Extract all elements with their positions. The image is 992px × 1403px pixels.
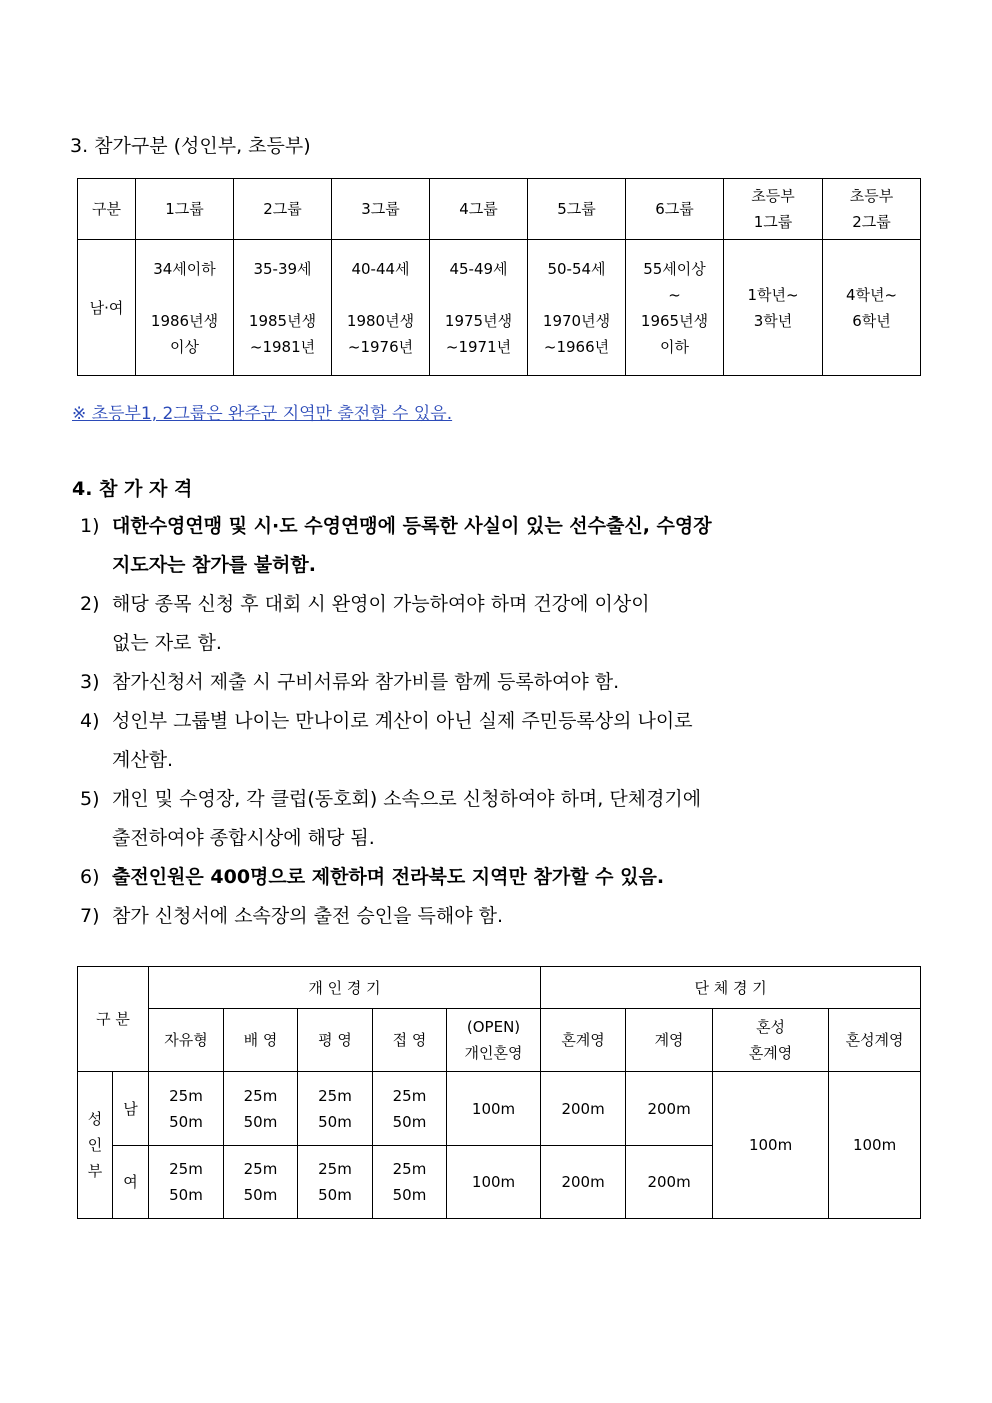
- list-item: [80, 702, 900, 780]
- list-item: [80, 897, 900, 936]
- elementary-note: ※ 초등부1, 2그룹은 완주군 지역만 출전할 수 있음.: [72, 404, 453, 424]
- division-cell: 성 인 부: [78, 1072, 113, 1219]
- distance-cell: 25m 50m: [373, 1072, 447, 1146]
- header-cell: 3그룹: [332, 179, 430, 240]
- item-number: 2): [80, 593, 100, 615]
- distance-cell: 25m 50m: [149, 1072, 224, 1146]
- section3-heading: 3. 참가구분 (성인부, 초등부): [70, 135, 311, 157]
- distance-cell: 25m 50m: [224, 1146, 298, 1219]
- male-row: [78, 1072, 921, 1146]
- item-number: 7): [80, 905, 100, 927]
- group-cell: 34세이하 1986년생 이상: [136, 240, 234, 376]
- team-header: 단 체 경 기: [541, 967, 921, 1009]
- group-cell: 4학년~ 6학년: [823, 240, 921, 376]
- list-item: [80, 780, 900, 858]
- event-col: 접 영: [373, 1009, 447, 1072]
- event-col: 배 영: [224, 1009, 298, 1072]
- group-cell: 45-49세 1975년생 ~1971년: [430, 240, 528, 376]
- item-text: 성인부 그룹별 나이는 만나이로 계산이 아닌 실제 주민등록상의 나이로: [112, 710, 693, 732]
- relay-cell: 200m: [626, 1072, 713, 1146]
- distance-cell: 25m 50m: [224, 1072, 298, 1146]
- mixed-relay-cell: 100m: [829, 1072, 921, 1219]
- open-im-cell: 100m: [447, 1146, 541, 1219]
- item-text-cont: 지도자는 참가를 불허함.: [112, 554, 316, 576]
- distance-cell: 25m 50m: [373, 1146, 447, 1219]
- event-col: 자유형: [149, 1009, 224, 1072]
- item-text-cont: 없는 자로 함.: [112, 632, 222, 654]
- list-item: [80, 858, 900, 897]
- item-number: 1): [80, 515, 100, 537]
- header-cell: 4그룹: [430, 179, 528, 240]
- item-number: 6): [80, 866, 100, 888]
- group-cell: 1학년~ 3학년: [724, 240, 823, 376]
- distance-cell: 25m 50m: [298, 1146, 373, 1219]
- relay-cell: 200m: [626, 1146, 713, 1219]
- event-col: 혼성계영: [829, 1009, 921, 1072]
- medley-relay-cell: 200m: [541, 1146, 626, 1219]
- item-text: 참가신청서 제출 시 구비서류와 참가비를 함께 등록하여야 함.: [112, 671, 620, 693]
- event-col: 평 영: [298, 1009, 373, 1072]
- event-col: (OPEN) 개인혼영: [447, 1009, 541, 1072]
- header-cell: 6그룹: [626, 179, 724, 240]
- participation-data-row: [78, 240, 921, 376]
- distance-cell: 25m 50m: [149, 1146, 224, 1219]
- participation-header-row: [78, 179, 921, 240]
- header-cell: 1그룹: [136, 179, 234, 240]
- participation-table: [77, 178, 921, 376]
- group-cell: 50-54세 1970년생 ~1966년: [528, 240, 626, 376]
- gubun-cell: 구 분: [78, 967, 149, 1072]
- group-cell: 35-39세 1985년생 ~1981년: [234, 240, 332, 376]
- list-item: [80, 507, 900, 585]
- events-subheader-row: [78, 1009, 921, 1072]
- event-col: 혼계영: [541, 1009, 626, 1072]
- item-number: 4): [80, 710, 100, 732]
- item-text: 참가 신청서에 소속장의 출전 승인을 득해야 함.: [112, 905, 504, 927]
- events-header-row: [78, 967, 921, 1009]
- list-item: [80, 663, 900, 702]
- gender-male: 남: [113, 1072, 149, 1146]
- section4-heading: 4. 참 가 자 격: [72, 478, 193, 500]
- item-text-cont: 계산함.: [112, 749, 174, 771]
- group-cell: 55세이상 ~ 1965년생 이하: [626, 240, 724, 376]
- header-cell: 5그룹: [528, 179, 626, 240]
- header-cell: 구분: [78, 179, 136, 240]
- item-text: 출전인원은 400명으로 제한하며 전라북도 지역만 참가할 수 있음.: [112, 866, 665, 888]
- item-text: 해당 종목 신청 후 대회 시 완영이 가능하여야 하며 건강에 이상이: [112, 593, 650, 615]
- list-item: [80, 585, 900, 663]
- event-col: 혼성 혼계영: [713, 1009, 829, 1072]
- gender-female: 여: [113, 1146, 149, 1219]
- events-table: [77, 966, 921, 1219]
- header-cell: 2그룹: [234, 179, 332, 240]
- header-cell: 초등부 1그룹: [724, 179, 823, 240]
- item-text: 개인 및 수영장, 각 클럽(동호회) 소속으로 신청하여야 하며, 단체경기에: [112, 788, 702, 810]
- item-text: 대한수영연맹 및 시·도 수영연맹에 등록한 사실이 있는 선수출신, 수영장: [112, 515, 712, 537]
- row-label: 남·여: [78, 240, 136, 376]
- header-cell: 초등부 2그룹: [823, 179, 921, 240]
- medley-relay-cell: 200m: [541, 1072, 626, 1146]
- open-im-cell: 100m: [447, 1072, 541, 1146]
- event-col: 계영: [626, 1009, 713, 1072]
- item-number: 3): [80, 671, 100, 693]
- eligibility-list: [80, 507, 900, 936]
- item-number: 5): [80, 788, 100, 810]
- individual-header: 개 인 경 기: [149, 967, 541, 1009]
- mixed-medley-relay-cell: 100m: [713, 1072, 829, 1219]
- item-text-cont: 출전하여야 종합시상에 해당 됨.: [112, 827, 375, 849]
- group-cell: 40-44세 1980년생 ~1976년: [332, 240, 430, 376]
- distance-cell: 25m 50m: [298, 1072, 373, 1146]
